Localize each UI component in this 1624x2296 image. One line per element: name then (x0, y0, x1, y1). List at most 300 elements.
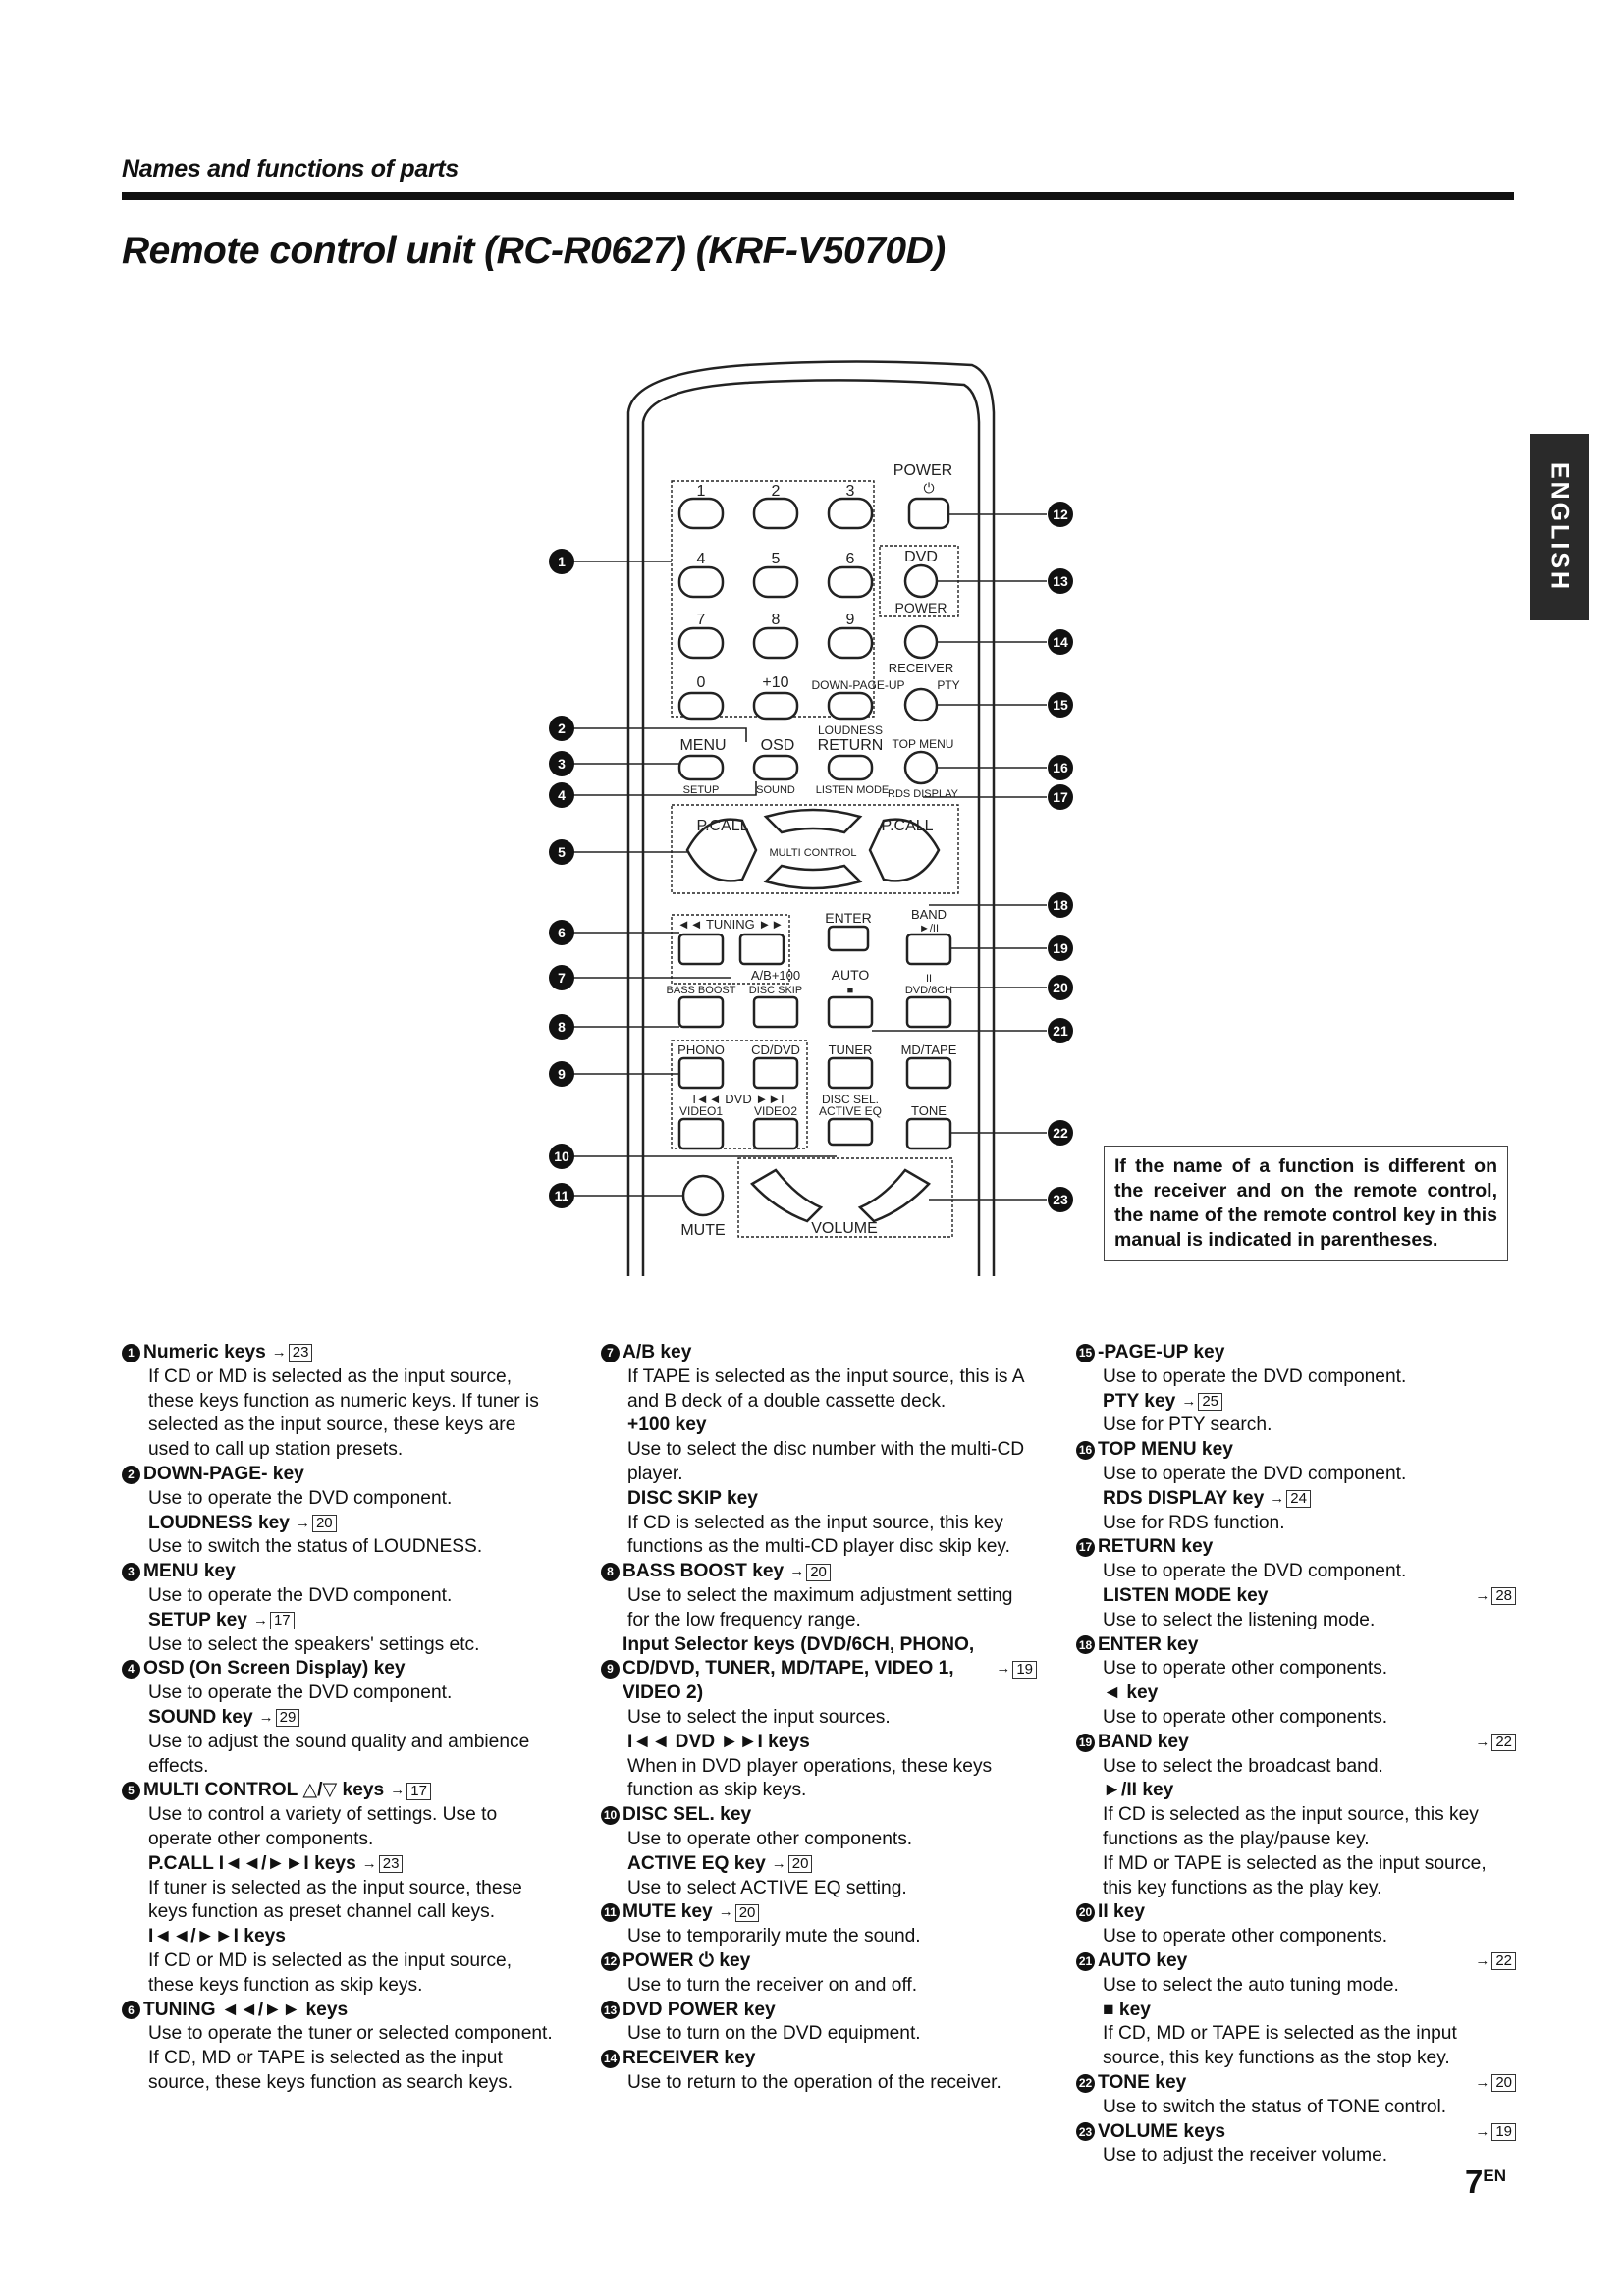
sound-label: SOUND (756, 784, 795, 796)
item-number-badge: 4 (122, 1660, 140, 1679)
svg-text:7: 7 (558, 970, 566, 986)
svg-text:17: 17 (1053, 789, 1068, 805)
right-callout-13 (1048, 568, 1073, 594)
page-ref-number: 20 (1491, 2074, 1516, 2092)
item-subtext: Use to select the disc number with the multi-CD player. (627, 1439, 1025, 1484)
item-1 (122, 1341, 562, 1463)
item-title: 16 TOP MENU key (1076, 1438, 1516, 1463)
item-subtext: If CD, MD or TAPE is selected as the input source, this key functions as the stop key. (1103, 2023, 1457, 2069)
key-8-label: 8 (771, 612, 781, 628)
key-9-label: 9 (845, 612, 855, 628)
item-number-badge: 12 (601, 1952, 620, 1971)
item-number-badge: 11 (601, 1903, 620, 1922)
item-title: 12 POWER ⏻ key (601, 1949, 1037, 1974)
key-plus10-label: +10 (762, 674, 789, 691)
key-9-button[interactable] (829, 628, 872, 658)
item-title: 7 A/B key (601, 1341, 1037, 1365)
active-eq-label: ACTIVE EQ (818, 1104, 883, 1118)
right-callout-20 (1048, 975, 1073, 1000)
item-text: Use to operate the DVD component. (1103, 1561, 1407, 1582)
bass-boost-label: BASS BOOST (666, 985, 736, 996)
loudness-label: LOUDNESS (817, 723, 884, 737)
volume-label: VOLUME (811, 1220, 878, 1237)
svg-text:12: 12 (1053, 507, 1068, 522)
item-2 (122, 1463, 562, 1560)
item-title: 10 DISC SEL. key (601, 1803, 1037, 1828)
left-callout-8 (549, 1014, 574, 1040)
page-ref: → 17 (390, 1779, 431, 1803)
dvd6ch-label: DVD/6CH (904, 985, 953, 996)
item-title: 21 AUTO key → 22 (1076, 1949, 1516, 1974)
auto-button[interactable] (829, 997, 872, 1027)
item-title: 8 BASS BOOST key → 20 (601, 1560, 1037, 1584)
svg-text:21: 21 (1053, 1023, 1068, 1039)
key-7-button[interactable] (679, 628, 723, 658)
item-title: 2 DOWN-PAGE- key (122, 1463, 562, 1487)
page-ref: → 28 (1475, 1584, 1516, 1609)
item-number-badge: 10 (601, 1806, 620, 1825)
item-subkey: +100 key (627, 1415, 707, 1436)
tuner-button[interactable] (829, 1058, 872, 1088)
item-text: Use to return to the operation of the receiver. (627, 2071, 1001, 2093)
multi-control-up-button[interactable] (766, 810, 860, 832)
item-subkey: DISC SKIP key (627, 1487, 758, 1509)
svg-text:5: 5 (558, 844, 566, 860)
item-title: 11 MUTE key → 20 (601, 1900, 1037, 1925)
power-label: POWER (893, 462, 953, 479)
item-number-badge: 22 (1076, 2074, 1095, 2093)
left-callout-5 (549, 839, 574, 865)
svg-text:19: 19 (1053, 940, 1068, 956)
column-3 (1076, 1341, 1516, 2168)
page-ref-number: 22 (1491, 1952, 1516, 1970)
multi-control-down-button[interactable] (766, 866, 860, 888)
page-ref-number: 22 (1491, 1734, 1516, 1751)
svg-text:9: 9 (558, 1066, 566, 1082)
left-callout-9 (549, 1061, 574, 1087)
key-5-button[interactable] (754, 567, 797, 597)
item-number-badge: 19 (1076, 1734, 1095, 1752)
left-callout-11 (549, 1183, 574, 1208)
pcall-left-label: P.CALL (696, 818, 749, 834)
item-title: 6 TUNING ◄◄/►► keys (122, 1999, 562, 2023)
item-text: Use to operate the DVD component. (1103, 1365, 1407, 1387)
item-text: Use to operate other components. (1103, 1658, 1388, 1680)
item-number-badge: 23 (1076, 2122, 1095, 2141)
mdtape-label: MD/TAPE (900, 1042, 957, 1057)
mute-label: MUTE (680, 1222, 726, 1239)
svg-text:10: 10 (554, 1148, 569, 1164)
pty-button[interactable] (905, 689, 937, 721)
item-number-badge: 15 (1076, 1344, 1095, 1362)
item-title: 23 VOLUME keys → 19 (1076, 2120, 1516, 2145)
item-number-badge: 17 (1076, 1538, 1095, 1557)
left-callout-7 (549, 965, 574, 990)
item-6 (122, 1999, 562, 2096)
item-number-badge: 5 (122, 1782, 140, 1800)
svg-text:6: 6 (558, 925, 566, 940)
svg-text:18: 18 (1053, 897, 1068, 913)
key-7-label: 7 (696, 612, 706, 628)
section-header: Names and functions of parts (122, 155, 460, 183)
item-subtext: If CD or MD is selected as the input source, these keys function as skip keys. (148, 1949, 513, 1996)
left-callout-10 (549, 1144, 574, 1169)
page-ref-number: 20 (312, 1515, 337, 1532)
listen-mode-label: LISTEN MODE (815, 784, 890, 796)
volume-up-button[interactable] (860, 1170, 929, 1221)
power-button[interactable] (909, 499, 948, 528)
item-subtext: Use to select the listening mode. (1103, 1609, 1376, 1630)
tone-button[interactable] (907, 1119, 950, 1148)
dvd6ch-button[interactable] (907, 997, 950, 1027)
tone-label: TONE (911, 1103, 947, 1118)
item-subtext: Use to select the speakers' settings etc. (148, 1633, 480, 1655)
multi-control-label: MULTI CONTROL (769, 847, 857, 859)
page-ref-number: 23 (289, 1344, 313, 1362)
key-5-label: 5 (771, 551, 781, 567)
tuner-label: TUNER (828, 1042, 873, 1057)
key-2-label: 2 (771, 483, 781, 500)
right-callout-23 (1048, 1187, 1073, 1212)
dvd-power-button[interactable] (905, 565, 937, 597)
item-subkey: LISTEN MODE key → 28 (1076, 1584, 1516, 1609)
key-3-button[interactable] (829, 499, 872, 528)
tuning-label: ◄◄ TUNING ►► (677, 917, 785, 932)
item-title: 17 RETURN key (1076, 1535, 1516, 1560)
rds-display-label: RDS DISPLAY (888, 788, 958, 800)
svg-text:15: 15 (1053, 697, 1068, 713)
item-11 (601, 1900, 1037, 1949)
item-text: Use to operate the DVD component. (148, 1487, 453, 1509)
key-4-label: 4 (696, 551, 706, 567)
language-tab-label: ENGLISH (1545, 461, 1574, 593)
page-ref-number: 20 (735, 1904, 760, 1922)
item-22 (1076, 2071, 1516, 2120)
item-text: Use to select the input sources. (627, 1706, 891, 1728)
item-title: 3 MENU key (122, 1560, 562, 1584)
item-subkey: I◄◄ DVD ►►I keys (627, 1731, 810, 1752)
item-17 (1076, 1535, 1516, 1632)
item-subkey: LOUDNESS key → 20 (122, 1512, 562, 1536)
key-2-button[interactable] (754, 499, 797, 528)
item-23 (1076, 2120, 1516, 2169)
item-5 (122, 1779, 562, 1998)
item-text: Use to select the auto tuning mode. (1103, 1974, 1399, 1996)
item-8 (601, 1560, 1037, 1632)
svg-text:23: 23 (1053, 1192, 1068, 1207)
item-text: Use to temporarily mute the sound. (627, 1926, 921, 1948)
osd-label: OSD (760, 737, 795, 754)
item-title: 1 Numeric keys → 23 (122, 1341, 562, 1365)
page-ref: → 25 (1181, 1390, 1222, 1415)
right-callout-14 (1048, 629, 1073, 655)
item-subtext: Use for PTY search. (1103, 1415, 1272, 1436)
item-15 (1076, 1341, 1516, 1438)
page-ref-number: 24 (1286, 1490, 1311, 1508)
item-text: Use to turn the receiver on and off. (627, 1974, 918, 1996)
item-subkey: ◄ key (1103, 1682, 1159, 1704)
key-0-button[interactable] (679, 693, 723, 719)
item-4 (122, 1657, 562, 1779)
page-ref: → 20 (719, 1900, 760, 1925)
left-callout-6 (549, 920, 574, 945)
pcall-right-label: P.CALL (881, 818, 934, 834)
item-title: 18 ENTER key (1076, 1633, 1516, 1658)
item-12 (601, 1949, 1037, 1999)
page-ref-number: 20 (788, 1855, 813, 1873)
page-ref: → 23 (272, 1341, 313, 1365)
disc-skip-button[interactable] (754, 997, 797, 1027)
item-text: Use to operate other components. (1103, 1926, 1388, 1948)
left-callout-1 (549, 549, 574, 574)
page-ref: → 20 (296, 1512, 337, 1536)
tuning-up-button[interactable] (740, 934, 784, 964)
page-ref-number: 19 (1491, 2123, 1516, 2141)
sound-button[interactable] (754, 756, 797, 779)
svg-text:3: 3 (558, 756, 566, 772)
page-ref: → 29 (259, 1706, 300, 1731)
pty-label: PTY (937, 678, 960, 692)
item-number-badge: 14 (601, 2050, 620, 2068)
item-text: If TAPE is selected as the input source, this is A and B deck of a double cassette deck. (627, 1365, 1024, 1412)
item-20 (1076, 1900, 1516, 1949)
return-label: RETURN (817, 737, 884, 754)
left-callout-3 (549, 751, 574, 776)
video1-button[interactable] (679, 1119, 723, 1148)
enter-label: ENTER (825, 910, 872, 926)
column-1 (122, 1341, 562, 2096)
item-text: Use to select the maximum adjustment setting for the low frequency range. (627, 1584, 1013, 1630)
item-subkey: SOUND key → 29 (122, 1706, 562, 1731)
note-box: If the name of a function is different on the receiver and on the remote control, the name of the remote control key in this manual is indicated in parentheses. (1104, 1146, 1508, 1261)
page-ref-number: 23 (379, 1855, 404, 1873)
item-subkey: P.CALL I◄◄/►►I keys → 23 (122, 1852, 562, 1877)
video2-button[interactable] (754, 1119, 797, 1148)
column-2 (601, 1341, 1037, 2096)
item-number-badge: 2 (122, 1466, 140, 1484)
item-number-badge: 21 (1076, 1952, 1095, 1971)
ab100-label: A/B+100 (750, 968, 801, 983)
down-page-up-label: DOWN-PAGE-UP (811, 678, 905, 692)
right-callout-19 (1048, 935, 1073, 961)
item-number-badge: 9 (601, 1660, 620, 1679)
page-ref: → 23 (362, 1852, 404, 1877)
item-subtext: When in DVD player operations, these keys function as skip keys. (627, 1755, 993, 1801)
page-suffix: EN (1483, 2166, 1506, 2185)
item-number-badge: 16 (1076, 1441, 1095, 1460)
active-eq-button[interactable] (829, 1119, 872, 1145)
dvd-power-label: POWER (894, 600, 947, 615)
item-subtext: If CD is selected as the input source, this key functions as the multi-CD player disc skip key. (627, 1512, 1010, 1558)
key-8-button[interactable] (754, 628, 797, 658)
item-number-badge: 18 (1076, 1635, 1095, 1654)
right-callout-12 (1048, 502, 1073, 527)
key-plus10-button[interactable] (754, 693, 797, 719)
item-9 (601, 1633, 1037, 1804)
item-text: Use to control a variety of settings. Use to operate other components. (148, 1804, 498, 1849)
page-ref-number: 28 (1491, 1587, 1516, 1605)
item-13 (601, 1999, 1037, 2048)
svg-text:14: 14 (1053, 634, 1068, 650)
video2-label: VIDEO2 (753, 1104, 798, 1118)
page-ref: → 19 (996, 1657, 1037, 1682)
auto-label: AUTO (831, 967, 870, 983)
svg-text:1: 1 (558, 554, 566, 569)
page-ref: → 24 (1270, 1487, 1311, 1512)
page-ref-number: 29 (276, 1709, 300, 1727)
play-pause-label: ►/II (918, 923, 940, 934)
key-0-label: 0 (696, 674, 706, 691)
menu-label: MENU (679, 737, 727, 754)
rds-display-button[interactable] (905, 752, 937, 783)
mute-button[interactable] (683, 1176, 723, 1215)
band-button[interactable] (907, 934, 950, 964)
page-ref: → 19 (1475, 2120, 1516, 2145)
item-title: 13 DVD POWER key (601, 1999, 1037, 2023)
svg-text:20: 20 (1053, 980, 1068, 995)
phono-label: PHONO (677, 1042, 725, 1057)
right-callout-15 (1048, 692, 1073, 718)
bass-boost-button[interactable] (679, 997, 723, 1027)
key-6-button[interactable] (829, 567, 872, 597)
item-title: 22 TONE key → 20 (1076, 2071, 1516, 2096)
item-subkey: I◄◄/►►I keys (148, 1926, 286, 1948)
svg-text:13: 13 (1053, 573, 1068, 589)
item-subtext: Use for RDS function. (1103, 1512, 1285, 1533)
page-ref: → 20 (1475, 2071, 1516, 2096)
item-title: 4 OSD (On Screen Display) key (122, 1657, 562, 1682)
page-ref: → 22 (1475, 1949, 1516, 1974)
page-number-value: 7 (1465, 2163, 1484, 2200)
receiver-label: RECEIVER (888, 661, 954, 675)
page-ref: → 20 (772, 1852, 813, 1877)
item-subtext: Use to select ACTIVE EQ setting. (627, 1877, 907, 1898)
item-subkey: RDS DISPLAY key → 24 (1076, 1487, 1516, 1512)
item-21 (1076, 1949, 1516, 2071)
item-text: If MD or TAPE is selected as the input source, this key functions as the play key. (1103, 1852, 1487, 1898)
page-ref-number: 20 (806, 1564, 831, 1581)
item-title: 19 BAND key → 22 (1076, 1731, 1516, 1755)
item-3 (122, 1560, 562, 1657)
item-10 (601, 1803, 1037, 1900)
right-callout-17 (1048, 784, 1073, 810)
volume-down-button[interactable] (752, 1170, 821, 1221)
svg-text:11: 11 (554, 1188, 569, 1203)
item-number-badge: 1 (122, 1344, 140, 1362)
mdtape-button[interactable] (907, 1058, 950, 1088)
item-subtext: If tuner is selected as the input source, these keys function as preset channel call keys. (148, 1877, 522, 1923)
item-text: Use to adjust the receiver volume. (1103, 2145, 1388, 2166)
item-text: Use to operate the tuner or selected component. (148, 2023, 553, 2045)
page-number (1465, 2163, 1506, 2201)
page-ref-number: 25 (1198, 1393, 1222, 1411)
item-title: 15 -PAGE-UP key (1076, 1341, 1516, 1365)
item-subtext: If CD is selected as the input source, this key functions as the play/pause key. (1103, 1804, 1479, 1849)
top-menu-label: TOP MENU (892, 737, 954, 751)
right-callout-18 (1048, 892, 1073, 918)
loudness-button[interactable] (829, 693, 872, 719)
item-number-badge: 6 (122, 2001, 140, 2019)
right-callout-21 (1048, 1018, 1073, 1043)
item-text: Use to operate other components. (627, 1828, 913, 1849)
item-16 (1076, 1438, 1516, 1535)
page-ref-number: 17 (406, 1783, 431, 1800)
svg-text:2: 2 (558, 721, 566, 736)
listen-mode-button[interactable] (829, 756, 872, 779)
phono-button[interactable] (679, 1058, 723, 1088)
item-number-badge: 13 (601, 2001, 620, 2019)
dvd-label: DVD (904, 549, 938, 565)
svg-text:22: 22 (1053, 1125, 1068, 1141)
key-1-button[interactable] (679, 499, 723, 528)
cddvd-label: CD/DVD (751, 1042, 800, 1057)
item-text: Use to select the broadcast band. (1103, 1755, 1383, 1777)
item-number-badge: 7 (601, 1344, 620, 1362)
item-18 (1076, 1633, 1516, 1731)
key-3-label: 3 (845, 483, 855, 500)
item-number-badge: 20 (1076, 1903, 1095, 1922)
disc-skip-label: DISC SKIP (748, 985, 803, 996)
item-number-badge: 3 (122, 1563, 140, 1581)
item-subtext: Use to switch the status of LOUDNESS. (148, 1536, 483, 1558)
svg-text:4: 4 (558, 787, 566, 803)
left-callout-2 (549, 716, 574, 741)
receiver-button[interactable] (905, 626, 937, 658)
svg-text:16: 16 (1053, 760, 1068, 775)
item-subkey: ■ key (1103, 1999, 1151, 2020)
setup-button[interactable] (679, 756, 723, 779)
item-number-badge: 8 (601, 1563, 620, 1581)
item-19 (1076, 1731, 1516, 1901)
disc-sel-label: DISC SEL. (821, 1093, 880, 1106)
item-text: If CD or MD is selected as the input source, these keys function as numeric keys. If tuner is selected as the input source, these keys are used to call up station presets. (148, 1365, 539, 1461)
page-ref-number: 19 (1012, 1661, 1037, 1679)
tuning-down-button[interactable] (679, 934, 723, 964)
enter-button[interactable] (829, 927, 868, 950)
key-4-button[interactable] (679, 567, 723, 597)
svg-text:8: 8 (558, 1019, 566, 1035)
right-callout-22 (1048, 1120, 1073, 1146)
page-title: Remote control unit (RC-R0627) (KRF-V5070D) (122, 230, 946, 272)
item-subkey: ACTIVE EQ key → 20 (601, 1852, 1037, 1877)
stop-label: ■ (846, 985, 854, 996)
item-title: 14 RECEIVER key (601, 2047, 1037, 2071)
setup-label: SETUP (682, 784, 720, 796)
page-ref: → 17 (253, 1609, 295, 1633)
item-subkey: SETUP key → 17 (122, 1609, 562, 1633)
item-text: Use to switch the status of TONE control. (1103, 2096, 1447, 2117)
item-title: 20 II key (1076, 1900, 1516, 1925)
band-label: BAND (910, 907, 947, 922)
item-subkey: PTY key → 25 (1076, 1390, 1516, 1415)
item-7 (601, 1341, 1037, 1560)
item-text: Use to turn on the DVD equipment. (627, 2023, 921, 2045)
item-subkey: ►/II key (1103, 1780, 1174, 1801)
item-text: Use to operate the DVD component. (148, 1584, 453, 1606)
key-1-label: 1 (696, 483, 706, 500)
page-ref-number: 17 (270, 1612, 295, 1629)
right-callout-16 (1048, 755, 1073, 780)
svg-text:⏻: ⏻ (923, 480, 935, 496)
item-title: 5 MULTI CONTROL △/▽ keys → 17 (122, 1779, 562, 1803)
cddvd-button[interactable] (754, 1058, 797, 1088)
item-text: Use to operate the DVD component. (148, 1682, 453, 1704)
video1-label: VIDEO1 (678, 1104, 724, 1118)
item-14 (601, 2047, 1037, 2096)
item-text: If CD, MD or TAPE is selected as the input source, these keys function as search keys. (148, 2048, 514, 2093)
item-text: Use to operate the DVD component. (1103, 1463, 1407, 1484)
item-subtext: Use to adjust the sound quality and ambience effects. (148, 1731, 530, 1777)
